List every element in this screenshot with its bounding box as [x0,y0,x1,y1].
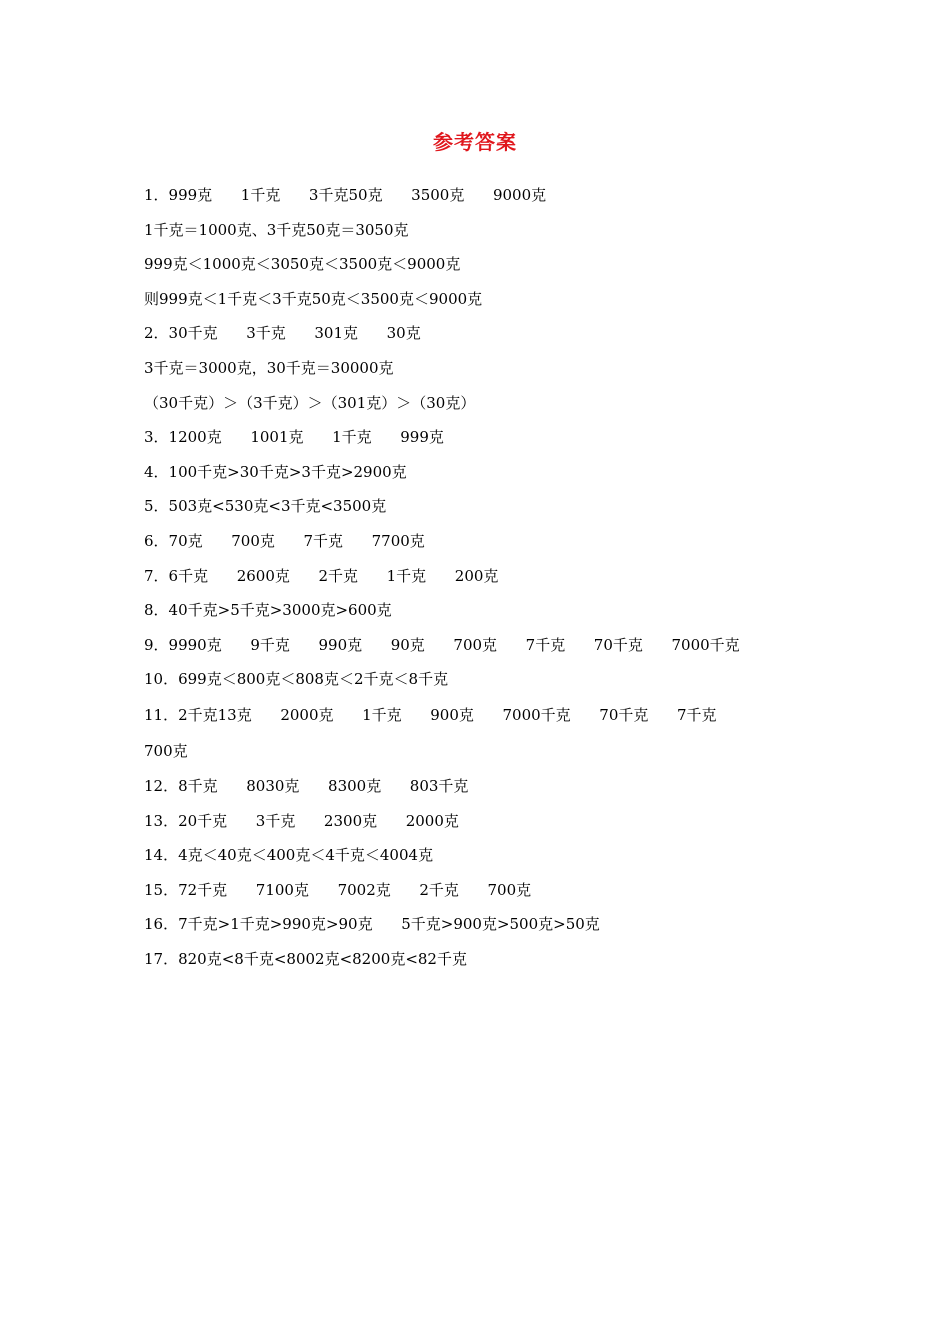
answer-line-6: 6．70克 700克 7千克 7700克 [144,531,425,550]
answer-line-13: 13．20千克 3千克 2300克 2000克 [144,811,459,830]
answer-line-3: 3．1200克 1001克 1千克 999克 [144,428,444,447]
answer-line-2-explanation-b: （30千克）＞（3千克）＞（301克）＞（30克） [144,393,476,412]
answer-line-1-explanation-a: 1千克＝1000克、3千克50克＝3050克 [144,220,409,239]
answer-line-11: 11．2千克13克 2000克 1千克 900克 7000千克 70千克 7千克 [144,705,717,724]
answer-line-5: 5．503克<530克<3千克<3500克 [144,497,387,516]
answer-line-4: 4．100千克>30千克>3千克>2900克 [144,462,407,481]
answer-line-16: 16．7千克>1千克>990克>90克 5千克>900克>500克>50克 [144,915,600,934]
answer-line-2: 2．30千克 3千克 301克 30克 [144,324,421,343]
answer-line-2-explanation-a: 3千克＝3000克，30千克＝30000克 [144,358,394,377]
answer-line-9: 9．9990克 9千克 990克 90克 700克 7千克 70千克 7000千克 [144,635,740,654]
answer-line-14: 14．4克＜40克＜400克＜4千克＜4004克 [144,846,434,865]
answer-line-12: 12．8千克 8030克 8300克 803千克 [144,776,469,795]
answer-line-1-explanation-b: 999克＜1000克＜3050克＜3500克＜9000克 [144,255,461,274]
answer-line-11-continued: 700克 [144,741,188,760]
answer-list [144,178,824,976]
answer-line-1: 1．999克 1千克 3千克50克 3500克 9000克 [144,186,547,204]
answer-line-7: 7．6千克 2600克 2千克 1千克 200克 [144,566,499,585]
answer-line-10: 10．699克＜800克＜808克＜2千克＜8千克 [144,670,449,689]
answer-line-15: 15．72千克 7100克 7002克 2千克 700克 [144,880,532,899]
answer-line-17: 17．820克<8千克<8002克<8200克<82千克 [144,949,467,968]
answer-line-1-explanation-c: 则999克＜1千克＜3千克50克＜3500克＜9000克 [144,289,483,308]
answer-line-8: 8．40千克>5千克>3000克>600克 [144,601,392,620]
page-title: 参考答案 [433,130,517,154]
